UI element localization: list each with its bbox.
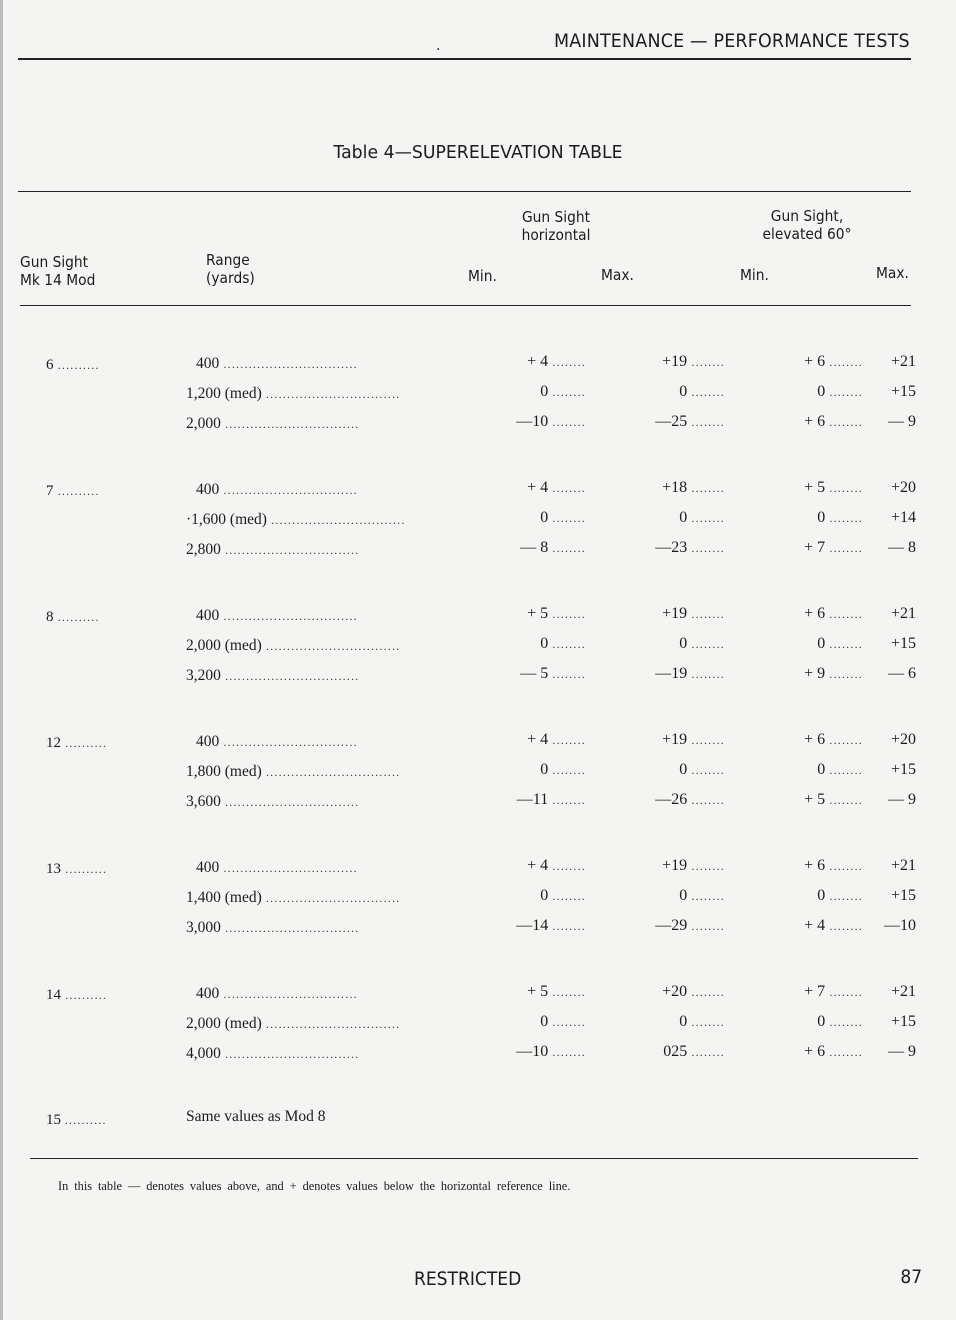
value-h-min: + 5 <box>527 605 549 622</box>
range-cell <box>186 763 441 781</box>
value-cell-e-min <box>804 1043 863 1061</box>
header-group-elevated <box>752 207 862 243</box>
value-h-min: 0 <box>540 887 549 904</box>
dot-leader: ........ <box>825 889 863 903</box>
value-cell-e-min <box>817 1013 863 1031</box>
mod-number: 8 <box>46 609 54 625</box>
mod-number: 12 <box>46 735 61 751</box>
value-h-max: 0 <box>679 383 688 400</box>
value-h-min: + 4 <box>527 479 549 496</box>
range-cell <box>186 637 441 655</box>
value-cell-e-min <box>804 539 863 557</box>
range-value: ·1,600 (med) <box>186 511 267 528</box>
range-value: 1,200 (med) <box>186 385 262 402</box>
dot-leader: ........ <box>687 919 725 933</box>
value-h-min: —14 <box>516 917 549 934</box>
value-h-max: +19 <box>662 857 688 874</box>
dot-leader: ........ <box>825 481 863 495</box>
range-value: 3,000 <box>186 919 221 936</box>
header-h-max: Max. <box>601 266 634 284</box>
value-e-min: + 5 <box>804 479 826 496</box>
dot-leader: .......... <box>53 610 100 624</box>
value-h-max: +19 <box>662 605 688 622</box>
value-h-min: + 4 <box>527 353 549 370</box>
dot-leader: .......... <box>61 862 108 876</box>
header-mod-line1: Gun Sight <box>20 253 89 271</box>
value-cell-e-min <box>817 509 863 527</box>
dot-leader: ........ <box>687 667 725 681</box>
value-h-min: 0 <box>540 383 549 400</box>
value-e-min: + 6 <box>804 857 826 874</box>
value-e-min: 0 <box>817 1013 826 1030</box>
footnote: In this table — denotes values above, and + denotes values below the horizontal reference line. <box>58 1178 571 1193</box>
value-e-max: +15 <box>890 761 916 778</box>
dot-leader: ........ <box>548 763 586 777</box>
value-e-min: 0 <box>817 509 826 526</box>
value-cell-e-min <box>804 791 863 809</box>
value-e-max: +14 <box>890 509 916 526</box>
range-cell <box>186 385 441 403</box>
range-value: 400 <box>196 985 220 1002</box>
dot-leader: ........ <box>687 355 725 369</box>
value-cell-e-min <box>804 665 863 683</box>
dot-leader: ................................ <box>220 1047 360 1061</box>
value-h-max: 0 <box>679 887 688 904</box>
dot-leader: ................................ <box>220 795 360 809</box>
value-h-max: —26 <box>655 791 688 808</box>
value-h-max: 0 <box>679 761 688 778</box>
dot-leader: ................................ <box>219 357 358 371</box>
header-horizontal-line1: Gun Sight <box>521 208 591 226</box>
value-cell-h-min <box>527 605 586 623</box>
header-elevated-line1: Gun Sight, <box>770 207 844 225</box>
dot-leader: ........ <box>825 415 863 429</box>
stray-mark: . <box>436 38 441 54</box>
dot-leader: ................................ <box>220 921 360 935</box>
dot-leader: ........ <box>825 637 863 651</box>
dot-leader: ........ <box>687 859 725 873</box>
range-value: 400 <box>196 481 220 498</box>
dot-leader: ........ <box>825 385 863 399</box>
value-cell-h-min <box>540 1013 586 1031</box>
mod-number: 14 <box>46 987 61 1003</box>
dot-leader: ........ <box>687 637 725 651</box>
value-h-min: 0 <box>540 509 549 526</box>
value-h-min: + 5 <box>527 983 549 1000</box>
dot-leader: .......... <box>53 484 100 498</box>
header-range-line1: Range <box>206 251 250 269</box>
value-e-max: +15 <box>890 383 916 400</box>
value-cell-h-min <box>527 983 586 1001</box>
running-head: MAINTENANCE — PERFORMANCE TESTS <box>554 30 910 52</box>
value-h-max: +19 <box>662 353 688 370</box>
header-e-min: Min. <box>740 266 769 284</box>
value-cell-h-max <box>655 665 725 683</box>
value-cell-h-max <box>679 887 725 905</box>
value-cell-h-max <box>662 479 725 497</box>
dot-leader: .......... <box>53 358 100 372</box>
value-e-max: +20 <box>890 479 916 496</box>
table-title: Table 4—SUPERELEVATION TABLE <box>333 142 623 163</box>
value-h-max: 0 <box>679 635 688 652</box>
value-cell-h-max <box>662 731 725 749</box>
value-e-max: +21 <box>890 605 916 622</box>
header-rule <box>18 58 911 60</box>
header-mod <box>20 253 95 289</box>
value-cell-h-min <box>516 1043 586 1061</box>
dot-leader: ........ <box>548 793 586 807</box>
range-cell <box>186 415 441 433</box>
value-cell-h-min <box>540 761 586 779</box>
value-cell-e-min <box>804 605 863 623</box>
value-h-max: —23 <box>655 539 688 556</box>
dot-leader: ........ <box>825 1015 863 1029</box>
value-cell-h-min <box>527 731 586 749</box>
value-cell-h-max <box>662 605 725 623</box>
range-cell <box>196 481 441 499</box>
dot-leader: ................................ <box>219 483 358 497</box>
value-h-max: +19 <box>662 731 688 748</box>
header-bottom-rule <box>20 305 911 306</box>
range-cell <box>186 919 441 937</box>
value-h-max: —19 <box>655 665 688 682</box>
dot-leader: ................................ <box>261 639 401 653</box>
value-h-min: — 8 <box>520 539 549 556</box>
dot-leader: ........ <box>548 733 586 747</box>
value-e-min: + 7 <box>804 539 826 556</box>
final-row-mod <box>46 1112 107 1129</box>
value-e-min: + 6 <box>804 731 826 748</box>
value-cell-e-min <box>817 887 863 905</box>
value-e-max: —10 <box>884 917 916 934</box>
range-value: 2,000 (med) <box>186 637 262 654</box>
dot-leader: ........ <box>825 985 863 999</box>
dot-leader: ........ <box>687 607 725 621</box>
value-cell-h-max <box>662 857 725 875</box>
value-cell-e-min <box>804 917 863 935</box>
value-e-min: + 7 <box>804 983 826 1000</box>
dot-leader: ................................ <box>220 417 360 431</box>
value-cell-h-min <box>517 791 586 809</box>
table-bottom-rule <box>30 1158 918 1159</box>
value-cell-h-min <box>540 635 586 653</box>
value-cell-h-min <box>540 509 586 527</box>
value-cell-e-min <box>804 731 863 749</box>
range-cell <box>186 793 441 811</box>
group-mod <box>46 735 107 752</box>
value-cell-h-min <box>527 353 586 371</box>
value-cell-e-min <box>804 857 863 875</box>
value-e-min: + 6 <box>804 413 826 430</box>
dot-leader: ................................ <box>261 765 401 779</box>
value-e-min: + 6 <box>804 1043 826 1060</box>
range-value: 3,200 <box>186 667 221 684</box>
value-cell-h-max <box>679 1013 725 1031</box>
group-mod <box>46 987 107 1004</box>
value-cell-h-max <box>662 983 725 1001</box>
range-cell <box>196 607 441 625</box>
dot-leader: ........ <box>687 1045 725 1059</box>
dot-leader: ........ <box>548 541 586 555</box>
range-value: 4,000 <box>186 1045 221 1062</box>
value-h-max: —29 <box>655 917 688 934</box>
dot-leader: ................................ <box>261 1017 401 1031</box>
value-h-max: 0 <box>679 509 688 526</box>
range-cell <box>196 985 441 1003</box>
value-cell-e-min <box>804 353 863 371</box>
value-cell-h-min <box>540 383 586 401</box>
dot-leader: ................................ <box>219 861 358 875</box>
dot-leader: ................................ <box>219 987 358 1001</box>
dot-leader: ........ <box>548 481 586 495</box>
value-cell-h-max <box>655 917 725 935</box>
value-h-max: +18 <box>662 479 688 496</box>
value-h-max: 025 <box>663 1043 688 1060</box>
dot-leader: ........ <box>548 1045 586 1059</box>
dot-leader: ........ <box>825 919 863 933</box>
value-h-max: +20 <box>662 983 688 1000</box>
dot-leader: ........ <box>687 1015 725 1029</box>
dot-leader: ........ <box>548 355 586 369</box>
header-horizontal-line2: horizontal <box>521 226 591 244</box>
dot-leader: ........ <box>548 385 586 399</box>
value-cell-e-min <box>804 479 863 497</box>
value-h-min: —11 <box>516 791 549 808</box>
dot-leader: ........ <box>687 541 725 555</box>
range-cell <box>186 511 441 529</box>
value-cell-e-min <box>817 383 863 401</box>
range-value: 400 <box>196 607 220 624</box>
dot-leader: ................................ <box>220 543 360 557</box>
value-e-min: 0 <box>817 383 826 400</box>
value-cell-h-max <box>655 539 725 557</box>
range-value: 1,400 (med) <box>186 889 262 906</box>
dot-leader: ........ <box>548 637 586 651</box>
value-cell-h-min <box>527 479 586 497</box>
dot-leader: ........ <box>687 889 725 903</box>
range-value: 3,600 <box>186 793 221 810</box>
range-cell <box>186 1015 441 1033</box>
final-row-mod-number: 15 <box>46 1112 61 1128</box>
range-value: 400 <box>196 733 220 750</box>
range-cell <box>196 733 441 751</box>
value-e-max: — 6 <box>888 665 916 682</box>
dot-leader: ........ <box>825 763 863 777</box>
value-cell-h-max <box>679 635 725 653</box>
header-elevated-line2: elevated 60° <box>762 225 852 243</box>
value-cell-h-max <box>679 761 725 779</box>
dot-leader: ........ <box>825 733 863 747</box>
page-number: 87 <box>900 1266 922 1288</box>
dot-leader: ........ <box>687 763 725 777</box>
dot-leader: ................................ <box>219 609 358 623</box>
value-cell-h-max <box>679 383 725 401</box>
header-range <box>206 251 255 287</box>
value-cell-h-min <box>540 887 586 905</box>
value-h-min: + 4 <box>527 857 549 874</box>
value-e-max: — 8 <box>888 539 916 556</box>
dot-leader: ........ <box>548 889 586 903</box>
value-cell-e-min <box>804 413 863 431</box>
group-mod <box>46 861 107 878</box>
dot-leader: ................................ <box>261 387 401 401</box>
value-h-min: + 4 <box>527 731 549 748</box>
value-e-min: + 9 <box>804 665 826 682</box>
value-h-max: 0 <box>679 1013 688 1030</box>
value-cell-h-max <box>663 1043 725 1061</box>
header-e-max: Max. <box>876 264 909 282</box>
security-classification: RESTRICTED <box>414 1268 522 1290</box>
dot-leader: ........ <box>825 607 863 621</box>
value-cell-e-min <box>804 983 863 1001</box>
range-cell <box>186 1045 441 1063</box>
dot-leader: ................................ <box>266 513 406 527</box>
value-e-min: 0 <box>817 635 826 652</box>
dot-leader: ........ <box>548 667 586 681</box>
value-h-min: —10 <box>516 413 549 430</box>
dot-leader: ........ <box>825 355 863 369</box>
dot-leader: ................................ <box>219 735 358 749</box>
mod-number: 7 <box>46 483 54 499</box>
dot-leader: ........ <box>825 667 863 681</box>
dot-leader: ........ <box>548 1015 586 1029</box>
value-e-max: +21 <box>890 857 916 874</box>
value-cell-h-min <box>520 539 586 557</box>
value-e-max: — 9 <box>888 413 916 430</box>
dot-leader: ........ <box>687 415 725 429</box>
value-h-min: —10 <box>516 1043 549 1060</box>
dot-leader: ........ <box>548 511 586 525</box>
range-cell <box>186 667 441 685</box>
range-cell <box>186 541 441 559</box>
dot-leader: .......... <box>61 736 108 750</box>
value-e-max: +20 <box>890 731 916 748</box>
value-e-min: + 5 <box>804 791 826 808</box>
dot-leader: ........ <box>548 415 586 429</box>
value-e-max: +21 <box>890 353 916 370</box>
value-h-min: 0 <box>540 1013 549 1030</box>
value-e-min: + 4 <box>804 917 826 934</box>
header-mod-line2: Mk 14 Mod <box>20 271 96 289</box>
group-mod <box>46 357 100 374</box>
value-e-max: +15 <box>890 887 916 904</box>
dot-leader: .......... <box>64 1113 107 1127</box>
value-h-min: 0 <box>540 761 549 778</box>
value-h-min: 0 <box>540 635 549 652</box>
value-cell-h-max <box>655 413 725 431</box>
range-value: 400 <box>196 355 220 372</box>
dot-leader: ........ <box>825 793 863 807</box>
value-cell-h-min <box>527 857 586 875</box>
table-top-rule <box>18 191 911 192</box>
header-range-line2: (yards) <box>206 269 255 287</box>
range-value: 1,800 (med) <box>186 763 262 780</box>
header-group-horizontal <box>501 208 611 244</box>
range-value: 2,800 <box>186 541 221 558</box>
value-cell-e-min <box>817 761 863 779</box>
dot-leader: ........ <box>687 511 725 525</box>
value-cell-h-min <box>520 665 586 683</box>
value-e-min: + 6 <box>804 605 826 622</box>
range-cell <box>196 355 441 373</box>
value-cell-h-max <box>662 353 725 371</box>
dot-leader: ........ <box>687 985 725 999</box>
range-cell <box>196 859 441 877</box>
dot-leader: ........ <box>825 511 863 525</box>
value-e-max: — 9 <box>888 791 916 808</box>
range-value: 400 <box>196 859 220 876</box>
range-cell <box>186 889 441 907</box>
group-mod <box>46 609 100 626</box>
dot-leader: ........ <box>548 919 586 933</box>
final-row-text: Same values as Mod 8 <box>186 1108 326 1125</box>
dot-leader: ........ <box>825 1045 863 1059</box>
value-cell-h-max <box>679 509 725 527</box>
value-e-max: +15 <box>890 635 916 652</box>
group-mod <box>46 483 100 500</box>
value-e-max: +21 <box>890 983 916 1000</box>
header-h-min: Min. <box>468 267 497 285</box>
dot-leader: ........ <box>548 607 586 621</box>
value-cell-h-min <box>516 413 586 431</box>
dot-leader: ........ <box>687 385 725 399</box>
value-e-min: 0 <box>817 887 826 904</box>
dot-leader: ........ <box>687 733 725 747</box>
dot-leader: .......... <box>61 988 108 1002</box>
value-cell-h-min <box>516 917 586 935</box>
range-value: 2,000 (med) <box>186 1015 262 1032</box>
dot-leader: ........ <box>548 859 586 873</box>
dot-leader: ................................ <box>261 891 401 905</box>
dot-leader: ................................ <box>220 669 360 683</box>
dot-leader: ........ <box>825 541 863 555</box>
mod-number: 13 <box>46 861 61 877</box>
mod-number: 6 <box>46 357 54 373</box>
value-e-min: + 6 <box>804 353 826 370</box>
value-e-max: — 9 <box>888 1043 916 1060</box>
value-cell-h-max <box>655 791 725 809</box>
dot-leader: ........ <box>687 481 725 495</box>
value-e-max: +15 <box>890 1013 916 1030</box>
value-cell-e-min <box>817 635 863 653</box>
value-e-min: 0 <box>817 761 826 778</box>
dot-leader: ........ <box>687 793 725 807</box>
page-binding-edge <box>0 0 3 1320</box>
dot-leader: ........ <box>825 859 863 873</box>
dot-leader: ........ <box>548 985 586 999</box>
value-h-max: —25 <box>655 413 688 430</box>
value-h-min: — 5 <box>520 665 549 682</box>
range-value: 2,000 <box>186 415 221 432</box>
